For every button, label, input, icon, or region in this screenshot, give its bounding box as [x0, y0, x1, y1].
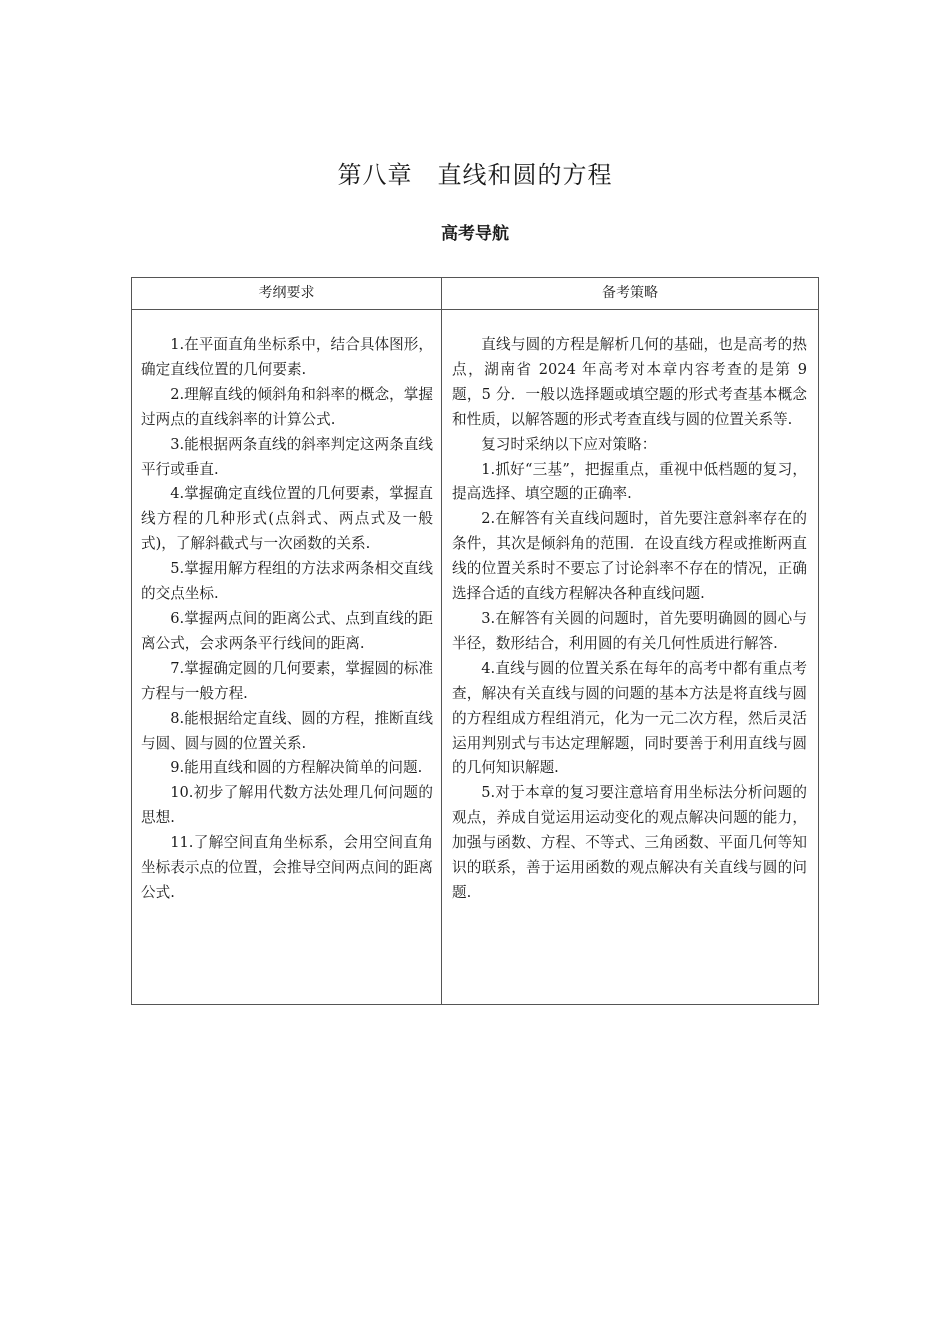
requirement-item: 1.在平面直角坐标系中，结合具体图形，确定直线位置的几何要素. [141, 336, 433, 378]
strategy-paragraph: 5.对于本章的复习要注意培育用坐标法分析问题的观点，养成自觉运用运动变化的观点解决问题的能力，加强与函数、方程、不等式、三角函数、平面几何等知识的联系，善于运用函数的观点解决有关直线与圆的问题. [452, 784, 807, 901]
requirement-item: 6.掌握两点间的距离公式、点到直线的距离公式，会求两条平行线间的距离. [141, 609, 433, 652]
requirement-item: 10.初步了解用代数方法处理几何问题的思想. [141, 784, 433, 827]
requirements-cell [141, 333, 433, 906]
header-divider [132, 309, 818, 310]
requirement-item: 4.掌握确定直线位置的几何要素，掌握直线方程的几种形式(点斜式、两点式及一般式)，了解斜截式与一次函数的关系. [141, 485, 433, 553]
column-divider [441, 278, 442, 1004]
section-title: 高考导航 [441, 224, 509, 244]
strategy-paragraph: 直线与圆的方程是解析几何的基础，也是高考的热点，湖南省 2024 年高考对本章内容考查的是第 9 题，5 分．一般以选择题或填空题的形式考查基本概念和性质，以解答题的形式考查直线与圆的位置关系等. [452, 336, 807, 428]
requirement-item: 3.能根据两条直线的斜率判定这两条直线平行或垂直. [141, 435, 433, 478]
requirement-item: 2.理解直线的倾斜角和斜率的概念，掌握过两点的直线斜率的计算公式. [141, 385, 433, 428]
requirement-item: 9.能用直线和圆的方程解决简单的问题. [170, 759, 423, 777]
strategy-cell [452, 333, 807, 906]
chapter-title: 第八章 直线和圆的方程 [337, 161, 613, 189]
strategy-paragraph: 复习时采纳以下应对策略： [481, 435, 657, 453]
requirement-item: 7.掌握确定圆的几何要素，掌握圆的标准方程与一般方程. [141, 659, 433, 702]
table-header-requirements: 考纲要求 [258, 285, 315, 301]
requirement-item: 8.能根据给定直线、圆的方程，推断直线与圆、圆与圆的位置关系. [141, 709, 433, 752]
strategy-paragraph: 2.在解答有关直线问题时，首先要注意斜率存在的条件，其次是倾斜角的范围．在设直线方程或推断两直线的位置关系时不要忘了讨论斜率不存在的情况，正确选择合适的直线方程解决各种直线问题. [452, 510, 807, 603]
table-header-strategy: 备考策略 [602, 285, 658, 301]
requirement-item: 11.了解空间直角坐标系，会用空间直角坐标表示点的位置，会推导空间两点间的距离公式. [141, 834, 433, 901]
requirement-item: 5.掌握用解方程组的方法求两条相交直线的交点坐标. [141, 560, 433, 603]
strategy-paragraph: 4.直线与圆的位置关系在每年的高考中都有重点考查，解决有关直线与圆的问题的基本方法是将直线与圆的方程组成方程组消元，化为一元二次方程，然后灵活运用判别式与韦达定理解题，同时要善于利用直线与圆的几何知识解题. [452, 659, 807, 777]
strategy-paragraph: 1.抓好“三基”，把握重点，重视中低档题的复习，提高选择、填空题的正确率. [452, 460, 807, 503]
strategy-paragraph: 3.在解答有关圆的问题时，首先要明确圆的圆心与半径，数形结合，利用圆的有关几何性质进行解答. [452, 609, 807, 652]
syllabus-table [131, 277, 819, 1005]
